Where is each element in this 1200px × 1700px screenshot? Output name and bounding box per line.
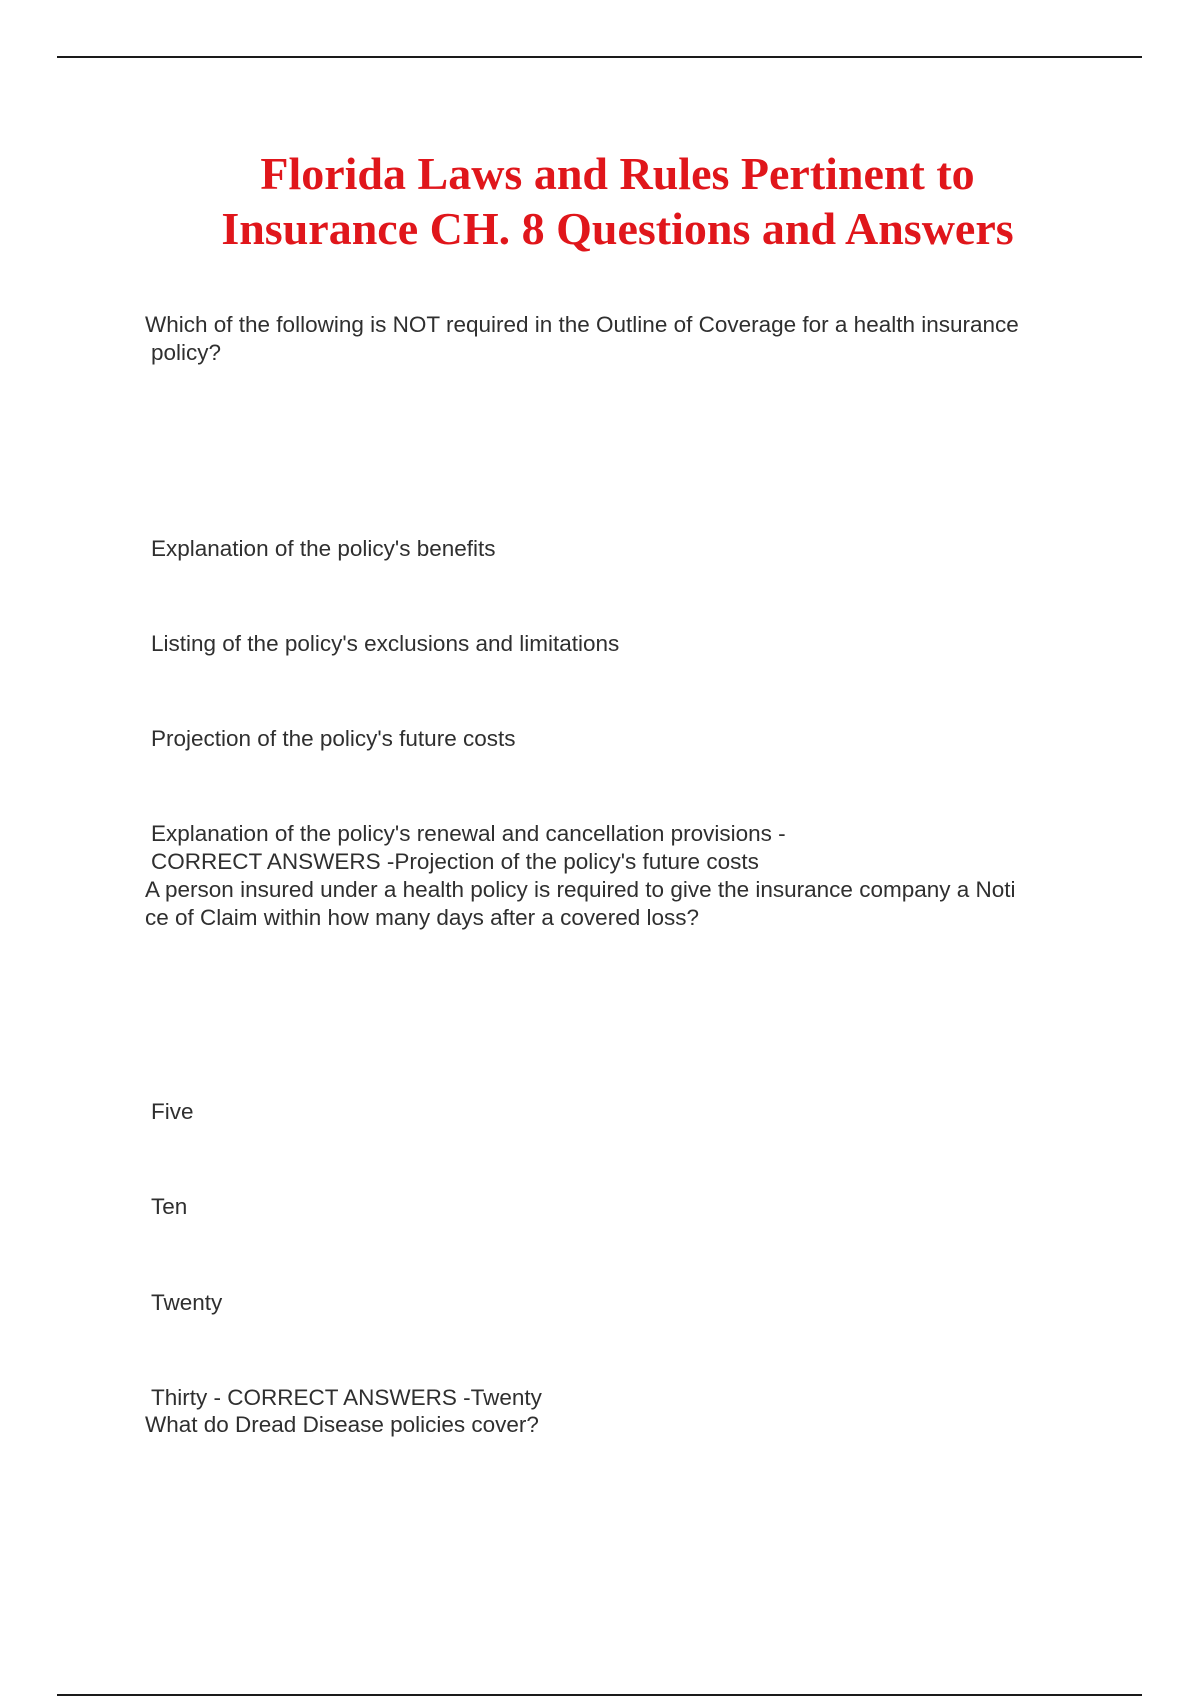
top-rule (57, 56, 1142, 58)
question-1-line-1: Which of the following is NOT required in the Outline of Coverage for a health insurance (145, 312, 1019, 337)
question-1-option-2: Listing of the policy's exclusions and limitations (151, 631, 620, 656)
title-line-2: Insurance CH. 8 Questions and Answers (221, 203, 1014, 254)
question-1-line-2: policy? (151, 340, 222, 365)
question-2-option-1: Five (151, 1099, 194, 1124)
page-title (0, 146, 1200, 256)
question-2-line-1: A person insured under a health policy is required to give the insurance company a Noti (145, 877, 1016, 902)
question-2-option-3: Twenty (151, 1290, 223, 1315)
question-2-option-2: Ten (151, 1194, 188, 1219)
question-1-option-4-text: Explanation of the policy's renewal and cancellation provisions - (151, 821, 786, 846)
question-2-option-4-answer: Thirty - CORRECT ANSWERS -Twenty (151, 1385, 542, 1410)
question-1 (145, 311, 1019, 367)
question-1-option-3: Projection of the policy's future costs (151, 726, 516, 751)
question-1-option-1: Explanation of the policy's benefits (151, 536, 496, 561)
question-2-line-2: ce of Claim within how many days after a covered loss? (145, 905, 699, 930)
bottom-rule (57, 1694, 1142, 1696)
question-1-answer: CORRECT ANSWERS -Projection of the policy's future costs (151, 849, 759, 874)
question-1-option-4 (151, 820, 786, 876)
question-3: What do Dread Disease policies cover? (145, 1412, 539, 1437)
title-line-1: Florida Laws and Rules Pertinent to (260, 148, 975, 199)
question-2 (145, 876, 1016, 932)
